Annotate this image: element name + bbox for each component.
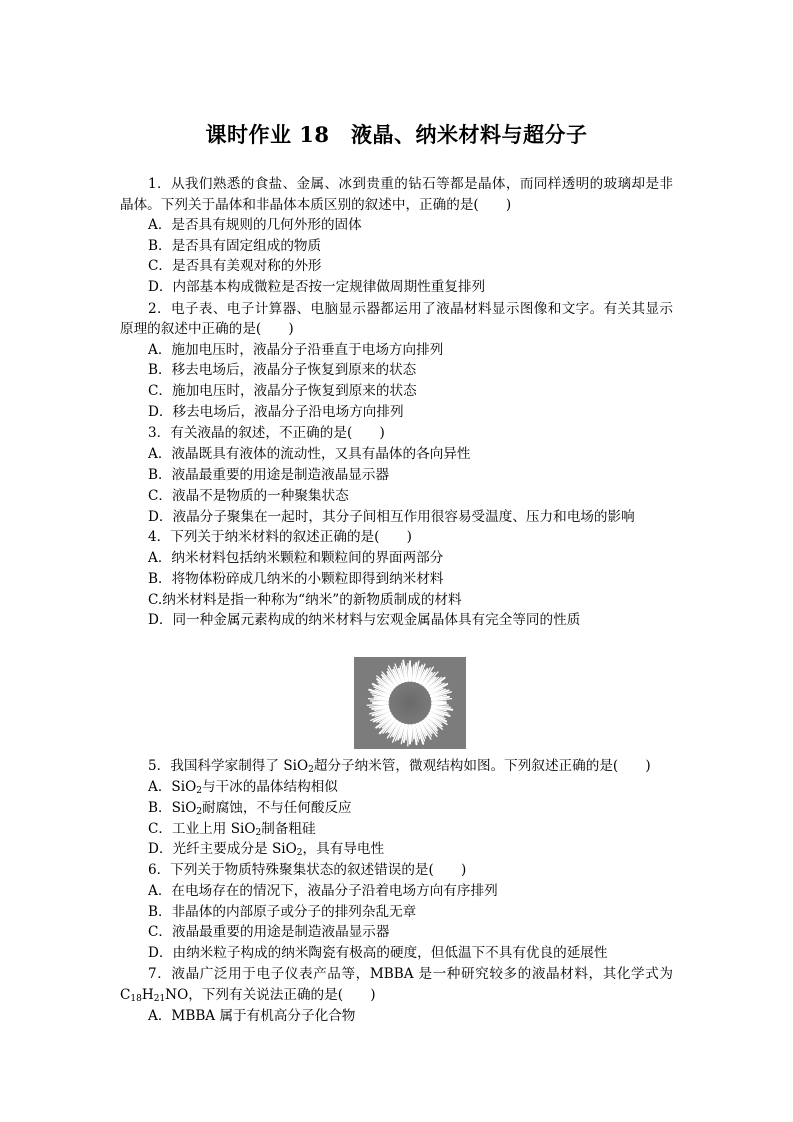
q3-option-a: A．液晶既具有液体的流动性，又具有晶体的各向异性 (148, 446, 471, 462)
nanotube-ray (432, 701, 446, 702)
q3-option-c: C．液晶不是物质的一种聚集状态 (148, 488, 349, 504)
nanotube-ray (411, 667, 412, 681)
q6-option-c: C．液晶最重要的用途是制造液晶显示器 (148, 924, 390, 940)
nanotube-ray (432, 704, 448, 705)
q6-stem: 6．下列关于物质特殊聚集状态的叙述错误的是( ) (148, 862, 467, 878)
q7-stem-line2: $C_{18}H_{21}NO$，下列有关说法正确的是( ) (120, 987, 376, 1004)
q6-option-d: D．由纳米粒子构成的纳米陶瓷有极高的硬度，但低温下不具有优良的延展性 (148, 945, 608, 961)
q4-option-b: B．将物体粉碎成几纳米的小颗粒即得到纳米材料 (148, 571, 444, 587)
q1-stem-line2: 晶体。下列关于晶体和非晶体本质区别的叙述中，正确的是( ) (120, 197, 512, 213)
nanotube-ray (371, 701, 388, 702)
q1-option-a: A．是否具有规则的几何外形的固体 (148, 217, 362, 233)
q2-stem-line1: 2．电子表、电子计算器、电脑显示器都运用了液晶材料显示图像和文字。有关其显示 (148, 301, 673, 317)
q1-option-d: D．内部基本构成微粒是否按一定规律做周期性重复排列 (148, 279, 486, 295)
q4-option-a: A．纳米材料包括纳米颗粒和颗粒间的界面两部分 (148, 550, 444, 566)
q2-option-c: C．施加电压时，液晶分子恢复到原来的状态 (148, 383, 417, 399)
q4-option-d: D．同一种金属元素构成的纳米材料与宏观金属晶体具有完全等同的性质 (148, 612, 581, 628)
q6-option-a: A．在电场存在的情况下，液晶分子沿着电场方向有序排列 (148, 883, 498, 899)
q7-option-a: A．MBBA 属于有机高分子化合物 (148, 1008, 356, 1024)
q2-option-a: A．施加电压时，液晶分子沿垂直于电场方向排列 (148, 342, 444, 358)
nanotube-ray (408, 664, 409, 681)
q3-option-b: B．液晶最重要的用途是制造液晶显示器 (148, 467, 390, 483)
q3-option-d: D．液晶分子聚集在一起时，其分子间相互作用很容易受温度、压力和电场的影响 (148, 509, 635, 525)
q2-stem-line2: 原理的叙述中正确的是( ) (120, 321, 294, 337)
nanotube-ray (411, 725, 412, 741)
q5-option-c: C．工业上用 SiO$_2$制备粗硅 (148, 821, 316, 838)
sio2-nanotube-image (354, 657, 466, 749)
q6-option-b: B．非晶体的内部原子或分子的排列杂乱无章 (148, 904, 417, 920)
q1-option-c: C．是否具有美观对称的外形 (148, 258, 322, 274)
q4-option-c: C.纳米材料是指一种称为“纳米”的新物质制成的材料 (148, 592, 462, 608)
q5-stem: 5．我国科学家制得了 SiO$_2$超分子纳米管，微观结构如图。下列叙述正确的是( ) (148, 758, 651, 775)
q4-stem: 4．下列关于纳米材料的叙述正确的是( ) (148, 529, 412, 545)
q2-option-b: B．移去电场后，液晶分子恢复到原来的状态 (148, 362, 417, 378)
q5-option-d: D．光纤主要成分是 SiO$_2$，具有导电性 (148, 841, 385, 858)
q1-option-b: B．是否具有固定组成的物质 (148, 238, 322, 254)
q7-stem-line1: 7．液晶广泛用于电子仪表产品等，MBBA 是一种研究较多的液晶材料，其化学式为 (148, 966, 673, 982)
q2-option-d: D．移去电场后，液晶分子沿电场方向排列 (148, 404, 404, 420)
q5-option-b: B．SiO$_2$耐腐蚀，不与任何酸反应 (148, 800, 352, 817)
q3-stem: 3．有关液晶的叙述，不正确的是( ) (148, 425, 385, 441)
q5-option-a: A．SiO$_2$与干冰的晶体结构相似 (148, 779, 338, 796)
page-title: 课时作业 18 液晶、纳米材料与超分子 (205, 122, 588, 147)
q1-stem-line1: 1．从我们熟悉的食盐、金属、冰到贵重的钻石等都是晶体，而同样透明的玻璃却是非 (148, 176, 673, 192)
